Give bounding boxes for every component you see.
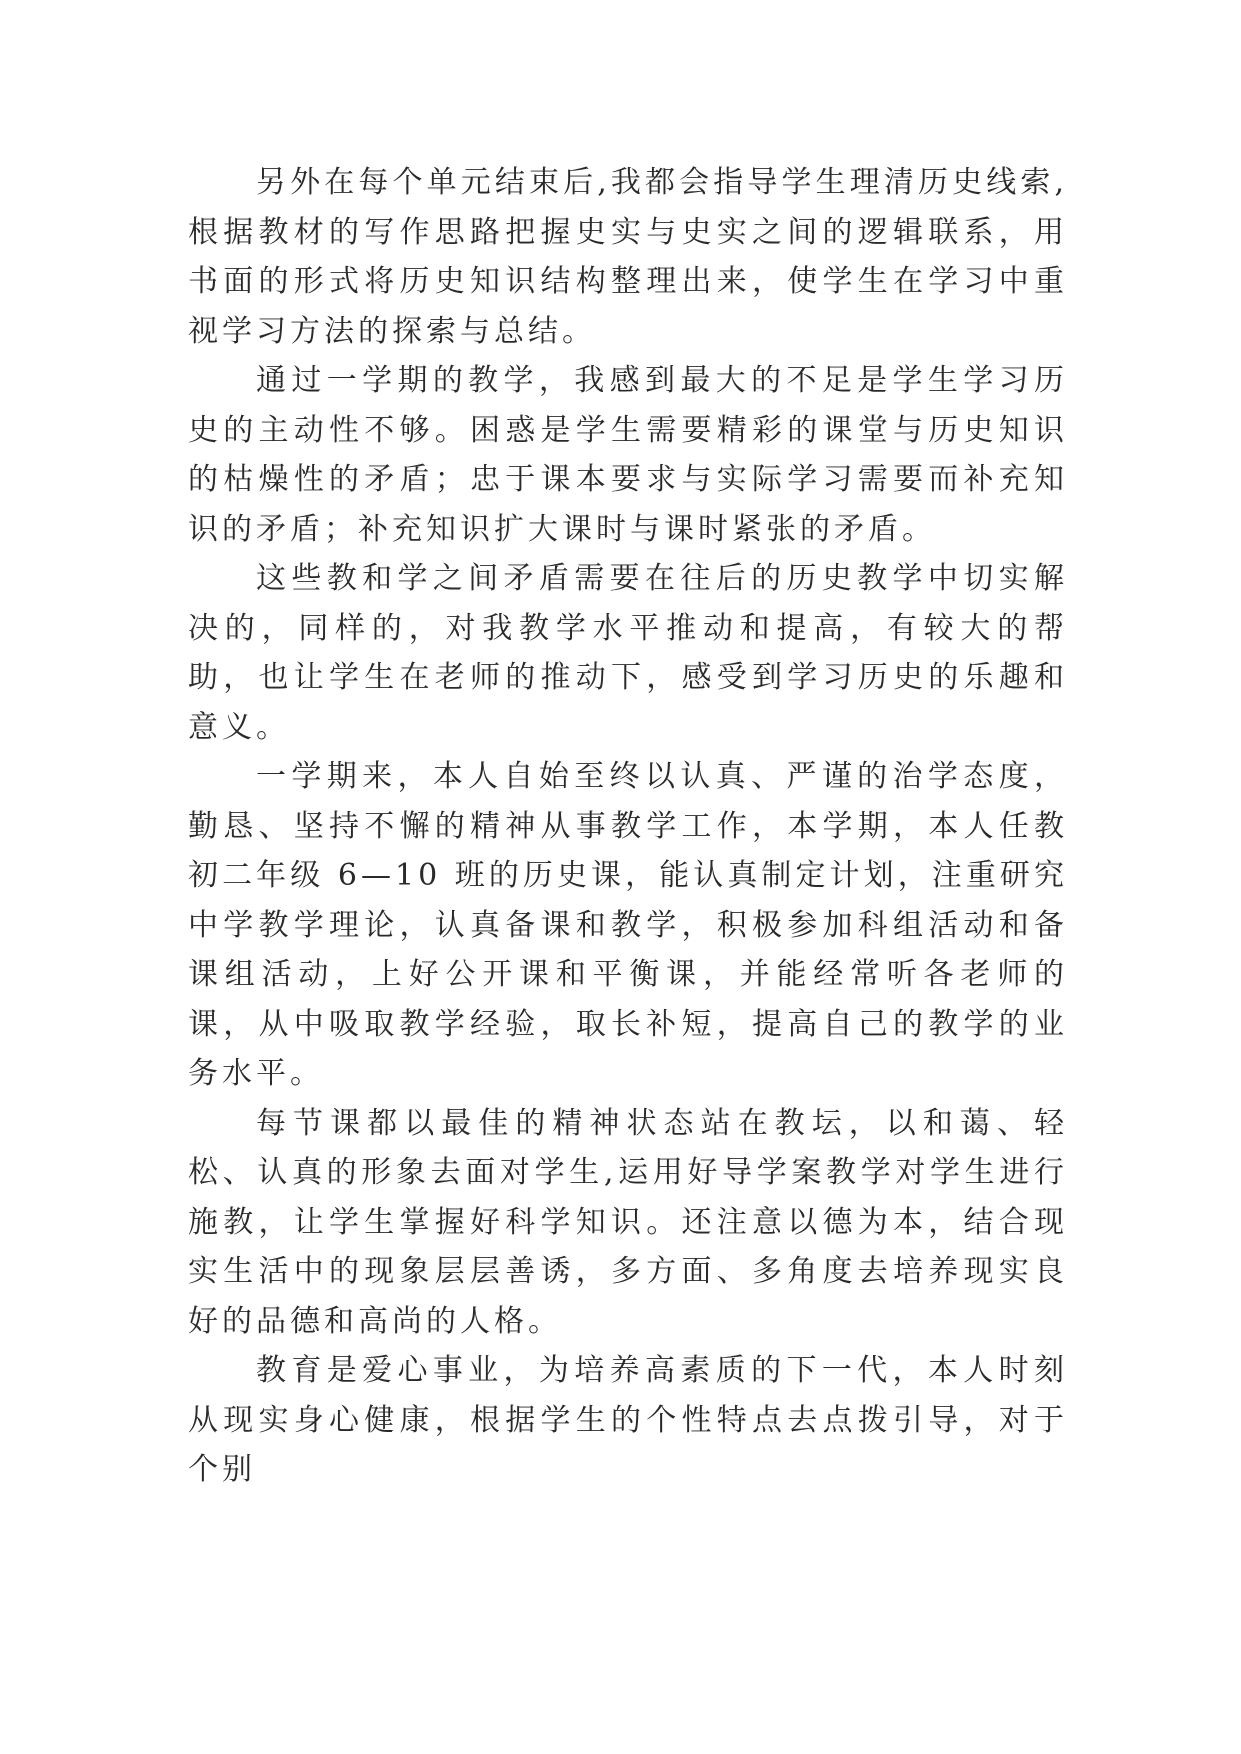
document-body	[188, 158, 1068, 1495]
paragraph-5: 每节课都以最佳的精神状态站在教坛，以和蔼、轻松、认真的形象去面对学生,运用好导学案教学对学生进行施教，让学生掌握好科学知识。还注意以德为本，结合现实生活中的现象层层善诱，多方面、多角度去培养现实良好的品德和高尚的人格。	[188, 1105, 1068, 1339]
paragraph-2: 通过一学期的教学，我感到最大的不足是学生学习历史的主动性不够。困惑是学生需要精彩的课堂与历史知识的枯燥性的矛盾；忠于课本要求与实际学习需要而补充知识的矛盾；补充知识扩大课时与课时紧张的矛盾。	[188, 363, 1068, 547]
paragraph-1: 另外在每个单元结束后,我都会指导学生理清历史线索,根据教材的写作思路把握史实与史实之间的逻辑联系，用书面的形式将历史知识结构整理出来，使学生在学习中重视学习方法的探索与总结。	[188, 165, 1068, 349]
paragraph-6: 教育是爱心事业，为培养高素质的下一代，本人时刻从现实身心健康，根据学生的个性特点去点拨引导，对于个别	[188, 1353, 1068, 1487]
paragraph-3: 这些教和学之间矛盾需要在往后的历史教学中切实解决的，同样的，对我教学水平推动和提高，有较大的帮助，也让学生在老师的推动下，感受到学习历史的乐趣和意义。	[188, 561, 1068, 745]
paragraph-4: 一学期来，本人自始至终以认真、严谨的治学态度，勤恳、坚持不懈的精神从事教学工作，本学期，本人任教初二年级 6—10 班的历史课，能认真制定计划，注重研究中学教学理论，认真备课和教学，积极参加科组活动和备课组活动，上好公开课和平衡课，并能经常听各老师的课，从中吸取教学经验，取长补短，提高自己的教学的业务水平。	[188, 759, 1068, 1091]
